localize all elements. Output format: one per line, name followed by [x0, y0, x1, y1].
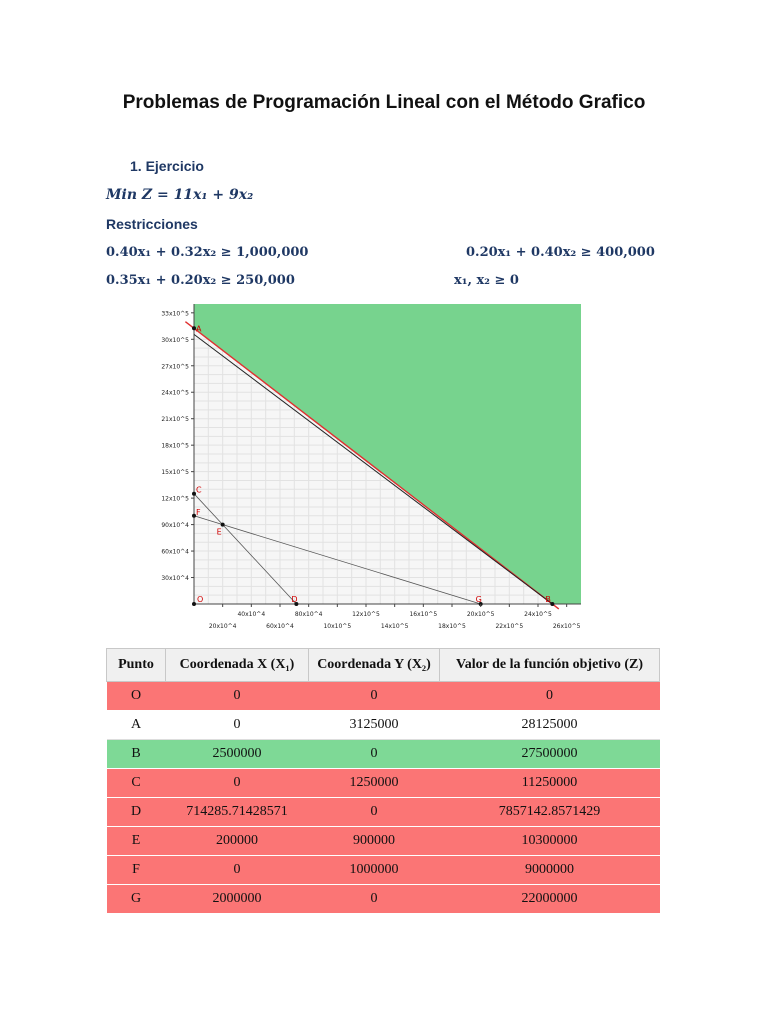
cell-z: 11250000 — [440, 769, 660, 798]
y-tick-label: 24x10^5 — [161, 389, 189, 397]
y-tick-label: 21x10^5 — [161, 416, 189, 424]
table-row — [107, 856, 660, 885]
cell-x: 0 — [166, 856, 309, 885]
cell-x: 2000000 — [166, 885, 309, 914]
cell-punto: D — [107, 798, 166, 827]
cell-y: 0 — [309, 798, 440, 827]
y-tick-label: 18x10^5 — [161, 442, 189, 450]
cell-x: 2500000 — [166, 740, 309, 769]
nonnegativity-constraint: x₁, x₂ ≥ 0 — [454, 273, 519, 288]
point-label-f: F — [196, 507, 201, 517]
point-label-b: B — [545, 595, 551, 604]
x-tick-label: 26x10^5 — [552, 623, 581, 630]
table-row — [107, 740, 660, 769]
point-o — [192, 602, 196, 606]
point-b — [550, 602, 554, 606]
cell-y: 3125000 — [309, 711, 440, 740]
x-tick-label: 22x10^5 — [495, 623, 524, 630]
table-row — [107, 682, 660, 711]
cell-y: 0 — [309, 740, 440, 769]
cell-punto: O — [107, 682, 166, 711]
cell-y: 1250000 — [309, 769, 440, 798]
cell-punto: F — [107, 856, 166, 885]
results-table — [106, 648, 660, 914]
cell-punto: B — [107, 740, 166, 769]
cell-x: 200000 — [166, 827, 309, 856]
point-e — [221, 523, 225, 527]
table-row — [107, 885, 660, 914]
y-tick-label: 15x10^5 — [161, 469, 189, 477]
cell-punto: G — [107, 885, 166, 914]
feasible-region-graph — [161, 302, 585, 634]
point-label-o: O — [197, 595, 204, 604]
restrictions-label: Restricciones — [106, 216, 198, 232]
cell-y: 900000 — [309, 827, 440, 856]
cell-y: 0 — [309, 885, 440, 914]
point-label-e: E — [216, 527, 222, 537]
x-tick-label: 16x10^5 — [409, 611, 438, 618]
cell-z: 22000000 — [440, 885, 660, 914]
point-label-g: G — [475, 595, 482, 604]
cell-x: 0 — [166, 769, 309, 798]
cell-z: 9000000 — [440, 856, 660, 885]
cell-x: 714285.71428571 — [166, 798, 309, 827]
point-label-a: A — [196, 324, 202, 334]
x-tick-label: 10x10^5 — [323, 623, 352, 630]
cell-z: 7857142.8571429 — [440, 798, 660, 827]
cell-punto: E — [107, 827, 166, 856]
constraint-1: 0.40x₁ + 0.32x₂ ≥ 1,000,000 — [106, 245, 309, 260]
header-x: Coordenada X (X₁) — [166, 649, 309, 682]
table-row — [107, 711, 660, 740]
y-tick-label: 30x10^4 — [161, 575, 189, 583]
cell-x: 0 — [166, 711, 309, 740]
cell-punto: C — [107, 769, 166, 798]
document-title: Problemas de Programación Lineal con el Método Grafico — [122, 92, 646, 113]
x-tick-label: 18x10^5 — [438, 623, 466, 630]
y-tick-label: 60x10^4 — [161, 548, 189, 556]
y-tick-label: 33x10^5 — [161, 310, 189, 318]
header-z: Valor de la función objetivo (Z) — [440, 649, 660, 682]
table-row — [107, 827, 660, 856]
table-body — [107, 682, 660, 914]
x-tick-label: 20x10^4 — [208, 623, 237, 630]
cell-y: 1000000 — [309, 856, 440, 885]
constraint-2: 0.20x₁ + 0.40x₂ ≥ 400,000 — [466, 245, 655, 260]
x-tick-label: 12x10^5 — [352, 611, 380, 618]
x-tick-label: 60x10^4 — [266, 623, 294, 630]
table-row — [107, 798, 660, 827]
cell-z: 28125000 — [440, 711, 660, 740]
cell-z: 10300000 — [440, 827, 660, 856]
objective-function: Min Z = 11x₁ + 9x₂ — [106, 187, 254, 203]
x-tick-label: 80x10^4 — [294, 611, 323, 618]
header-punto: Punto — [107, 649, 166, 682]
constraint-3: 0.35x₁ + 0.20x₂ ≥ 250,000 — [106, 273, 295, 288]
point-label-c: C — [196, 485, 202, 495]
x-tick-label: 14x10^5 — [380, 623, 409, 630]
y-tick-label: 27x10^5 — [161, 363, 189, 371]
x-tick-label: 24x10^5 — [524, 611, 552, 618]
cell-punto: A — [107, 711, 166, 740]
cell-z: 27500000 — [440, 740, 660, 769]
point-label-d: D — [291, 595, 298, 604]
header-y: Coordenada Y (X₂) — [309, 649, 440, 682]
cell-y: 0 — [309, 682, 440, 711]
y-tick-label: 30x10^5 — [161, 336, 189, 344]
cell-z: 0 — [440, 682, 660, 711]
table-row — [107, 769, 660, 798]
cell-x: 0 — [166, 682, 309, 711]
y-tick-label: 90x10^4 — [161, 522, 189, 530]
table-header-row — [107, 649, 660, 682]
section-heading: 1. Ejercicio — [130, 158, 204, 174]
x-tick-label: 40x10^4 — [237, 611, 266, 618]
x-tick-label: 20x10^5 — [466, 611, 495, 618]
y-tick-label: 12x10^5 — [161, 495, 189, 503]
